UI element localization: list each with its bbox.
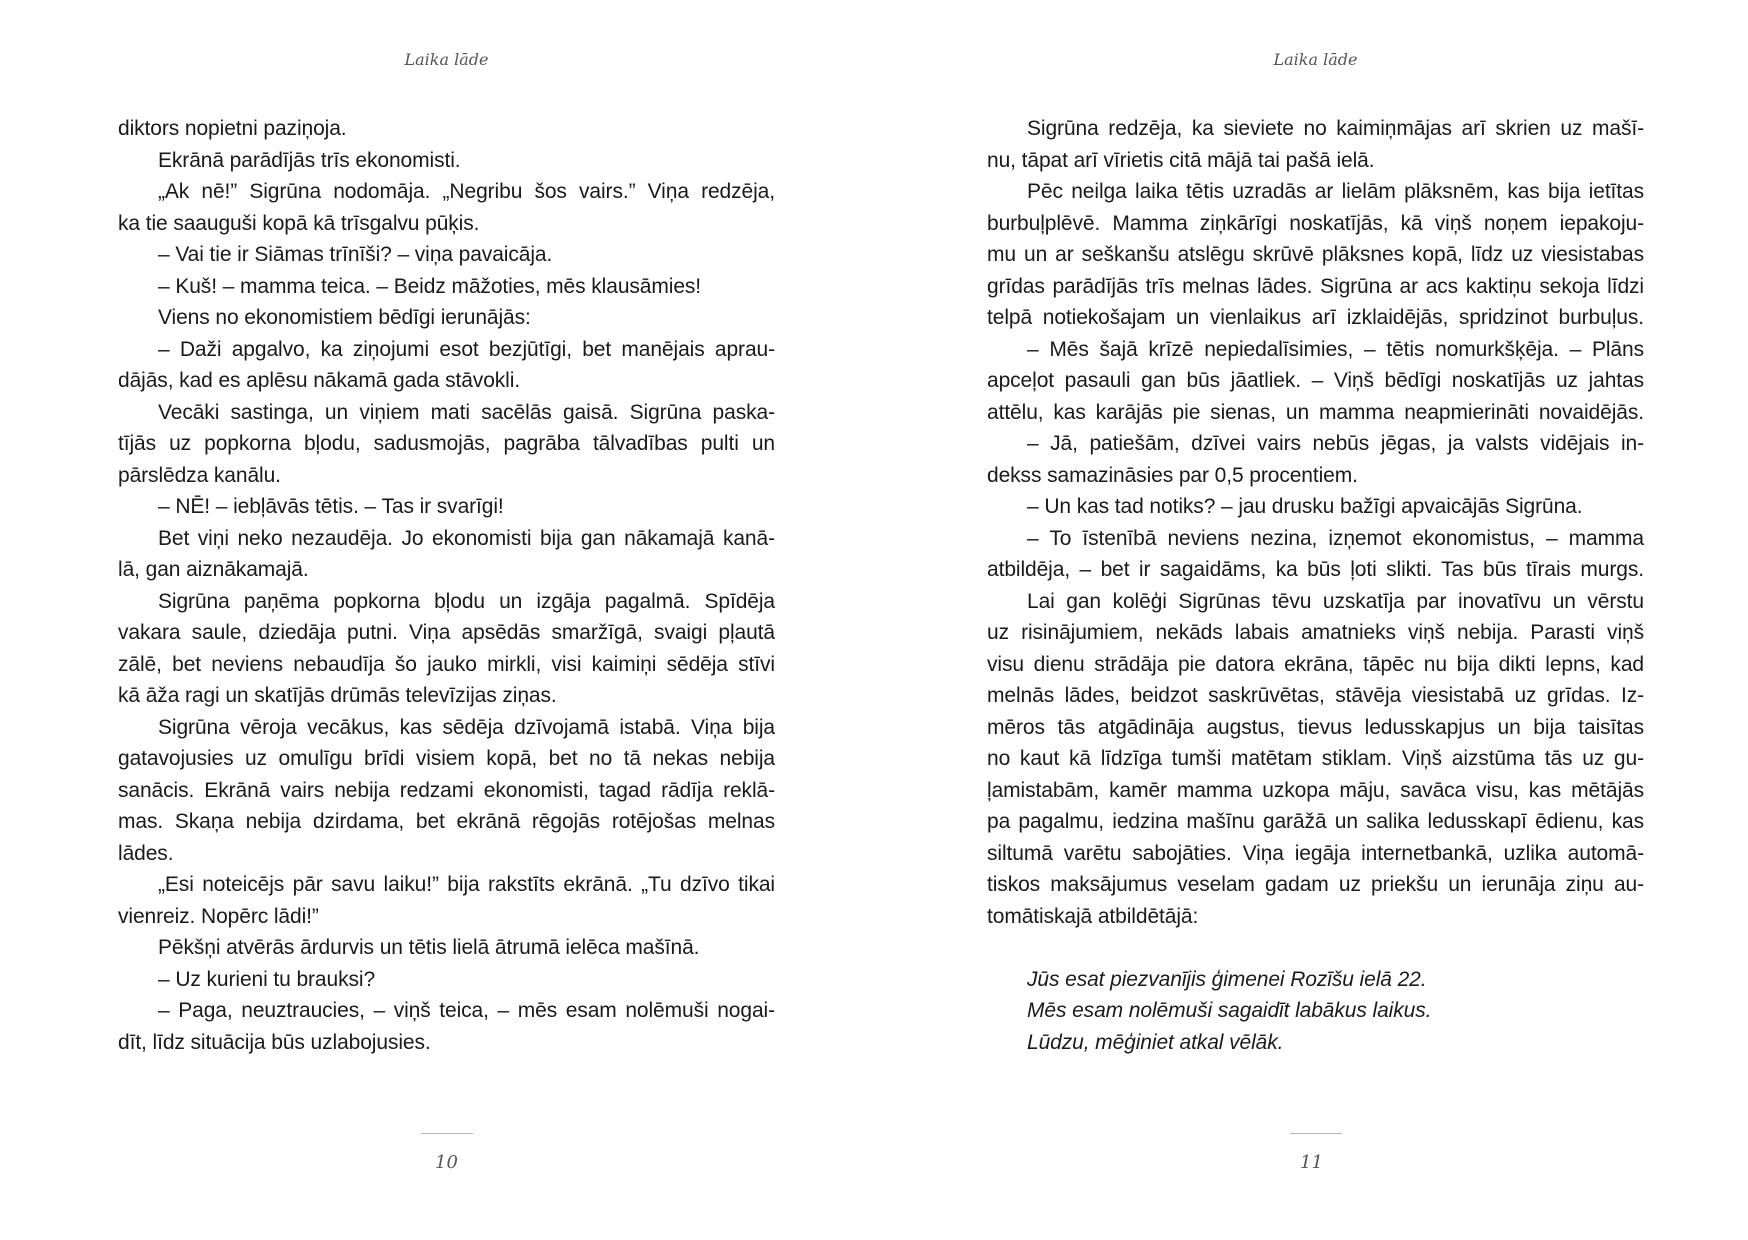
text-line: „Esi noteicējs pār savu laiku!” bija rakstīts ekrānā. „Tu dzīvo tikai xyxy=(158,873,775,896)
text-line: zālē, bet neviens nebaudīja šo jauko mirkli, visi kaimiņi sēdēja stīvi xyxy=(118,652,775,676)
text-line: mēros tās atgādināja augstus, tievus ledusskapjus un bija taisītas xyxy=(987,715,1644,739)
text-line: burbuļplēvē. Mamma ziņkārīgi noskatījās, kā viņš noņem iepakoju- xyxy=(987,211,1644,235)
body-text-right xyxy=(987,113,1644,1058)
message-line: Mēs esam nolēmuši sagaidīt labākus laikus. xyxy=(1027,999,1432,1022)
text-line: – Uz kurieni tu brauksi? xyxy=(158,967,376,991)
text-line: ka tie saauguši kopā kā trīsgalvu pūķis. xyxy=(118,211,480,235)
text-line: atbildēja, – bet ir sagaidāms, ka būs ļoti slikti. Tas būs tīrais murgs. xyxy=(987,558,1644,581)
text-line: nu, tāpat arī vīrietis citā mājā tai pašā ielā. xyxy=(987,148,1375,172)
text-line: – Jā, patiešām, dzīvei vairs nebūs jēgas, ja valsts vidējais in- xyxy=(1027,432,1644,455)
text-line: mas. Skaņa nebija dzirdama, bet ekrānā rēgojās rotējošas melnas xyxy=(118,810,775,833)
text-line: Pēc neilga laika tētis uzradās ar lielām plāksnēm, kas bija ietītas xyxy=(1027,180,1644,203)
running-head-left: Laika lāde xyxy=(404,50,489,69)
text-line: mu un ar seškanšu atslēgu skrūvē plāksnes kopā, līdz uz viesistabas xyxy=(987,243,1644,266)
text-line: dīt, līdz situācija būs uzlabojusies. xyxy=(118,1030,431,1054)
left-page xyxy=(118,0,775,1240)
text-line: tījās uz popkorna bļodu, sadusmojās, pagrāba tālvadības pulti un xyxy=(118,432,775,455)
answering-machine-message xyxy=(987,964,1644,1059)
text-line: – To īstenībā neviens nezina, izņemot ekonomistus, – mamma xyxy=(1027,526,1644,550)
text-line: sanācis. Ekrānā vairs nebija redzami ekonomisti, tagad rādīja reklā- xyxy=(118,778,775,802)
text-line: Sigrūna vēroja vecākus, kas sēdēja dzīvojamā istabā. Viņa bija xyxy=(158,715,775,739)
text-line: uz risinājumiem, nekāds labais amatnieks viņš nebija. Parasti viņš xyxy=(987,621,1644,644)
text-line: ļamistabām, kamēr mamma uzkopa māju, savāca visu, kas mētājās xyxy=(987,778,1644,802)
page-number-right: 11 xyxy=(1300,1152,1323,1173)
text-line: Sigrūna redzēja, ka sieviete no kaimiņmājas arī skrien uz mašī- xyxy=(1027,117,1644,140)
text-line: lā, gan aiznākamajā. xyxy=(118,558,309,581)
text-line: telpā notiekošajam un vienlaikus arī izklaidējās, spridzinot burbuļus. xyxy=(987,306,1644,329)
text-line: visu dienu strādāja pie datora ekrāna, tāpēc nu bija dikti lepns, kad xyxy=(987,652,1644,676)
text-line: lādes. xyxy=(118,841,174,865)
text-line: Ekrānā parādījās trīs ekonomisti. xyxy=(158,148,461,172)
text-line: no kaut kā līdzīga tumši matētam stiklam. Viņš aizstūma tās uz gu- xyxy=(987,747,1644,770)
running-head-right: Laika lāde xyxy=(1273,50,1358,69)
text-line: Vecāki sastinga, un viņiem mati sacēlās gaisā. Sigrūna paska- xyxy=(158,400,775,424)
text-line: – NĒ! – iebļāvās tētis. – Tas ir svarīgi! xyxy=(158,495,504,518)
text-line: Bet viņi neko nezaudēja. Jo ekonomisti bija gan nākamajā kanā- xyxy=(158,526,775,550)
text-line: – Kuš! – mamma teica. – Beidz māžoties, mēs klausāmies! xyxy=(158,274,702,298)
text-line: melnās lādes, beidzot saskrūvētas, stāvēja viesistabā uz grīdas. Iz- xyxy=(987,684,1644,707)
footer-rule-left xyxy=(421,1133,473,1134)
text-line: – Un kas tad notiks? – jau drusku bažīgi apvaicājās Sigrūna. xyxy=(1027,495,1583,518)
text-line: „Ak nē!” Sigrūna nodomāja. „Negribu šos vairs.” Viņa redzēja, xyxy=(158,180,775,203)
text-line: – Mēs šajā krīzē nepiedalīsimies, – tētis nomurkšķēja. – Plāns xyxy=(1027,337,1644,361)
text-line: apceļot pasauli gan būs jāatliek. – Viņš bēdīgi noskatījās uz jahtas xyxy=(987,369,1644,392)
text-line: gatavojusies uz omulīgu brīdi visiem kopā, bet no tā nekas nebija xyxy=(118,747,775,770)
text-line: dekss samazināsies par 0,5 procentiem. xyxy=(987,463,1358,487)
body-text-left xyxy=(118,113,775,1058)
text-line: pārslēdza kanālu. xyxy=(118,463,281,487)
text-line: Lai gan kolēģi Sigrūnas tēvu uzskatīja par inovatīvu un vērstu xyxy=(1027,589,1644,613)
text-line: vakara saule, dziedāja putni. Viņa apsēdās smaržīgā, svaigi pļautā xyxy=(118,621,775,644)
text-line: – Vai tie ir Siāmas trīnīši? – viņa pavaicāja. xyxy=(158,243,553,266)
text-line: – Daži apgalvo, ka ziņojumi esot bezjūtīgi, bet manējais aprau- xyxy=(158,337,775,361)
text-line: Sigrūna paņēma popkorna bļodu un izgāja pagalmā. Spīdēja xyxy=(158,589,775,613)
text-line: tomātiskajā atbildētājā: xyxy=(987,904,1199,928)
footer-rule-right xyxy=(1290,1133,1342,1134)
page-number-left: 10 xyxy=(435,1152,458,1173)
message-line: Lūdzu, mēģiniet atkal vēlāk. xyxy=(1027,1030,1284,1054)
text-line: – Paga, neuztraucies, – viņš teica, – mēs esam nolēmuši nogai- xyxy=(158,999,775,1022)
text-line: grīdas parādījās trīs melnas lādes. Sigrūna ar acs kaktiņu sekoja līdzi xyxy=(987,274,1644,298)
text-line: siltumā varētu sabojāties. Viņa iegāja internetbankā, uzlika automā- xyxy=(987,841,1644,865)
text-line: dājās, kad es aplēsu nākamā gada stāvokli. xyxy=(118,369,521,392)
text-line: Viens no ekonomistiem bēdīgi ierunājās: xyxy=(158,306,531,329)
text-line: diktors nopietni paziņoja. xyxy=(118,117,347,140)
text-line: pa pagalmu, iedzina mašīnu garāžā un salika ledusskapī ēdienu, kas xyxy=(987,810,1644,833)
right-page xyxy=(987,0,1644,1240)
text-line: kā āža ragi un skatījās drūmās televīzijas ziņas. xyxy=(118,684,557,707)
text-line: Pēkšņi atvērās ārdurvis un tētis lielā ātrumā ielēca mašīnā. xyxy=(158,936,700,959)
blank-line xyxy=(987,932,1644,964)
message-line: Jūs esat piezvanījis ģimenei Rozīšu ielā 22. xyxy=(1027,967,1427,991)
text-line: tiskos maksājumus veselam gadam uz priekšu un ierunāja ziņu au- xyxy=(987,873,1644,896)
text-line: attēlu, kas karājās pie sienas, un mamma neapmierināti novaidējās. xyxy=(987,400,1644,424)
text-line: vienreiz. Nopērc lādi!” xyxy=(118,904,319,928)
